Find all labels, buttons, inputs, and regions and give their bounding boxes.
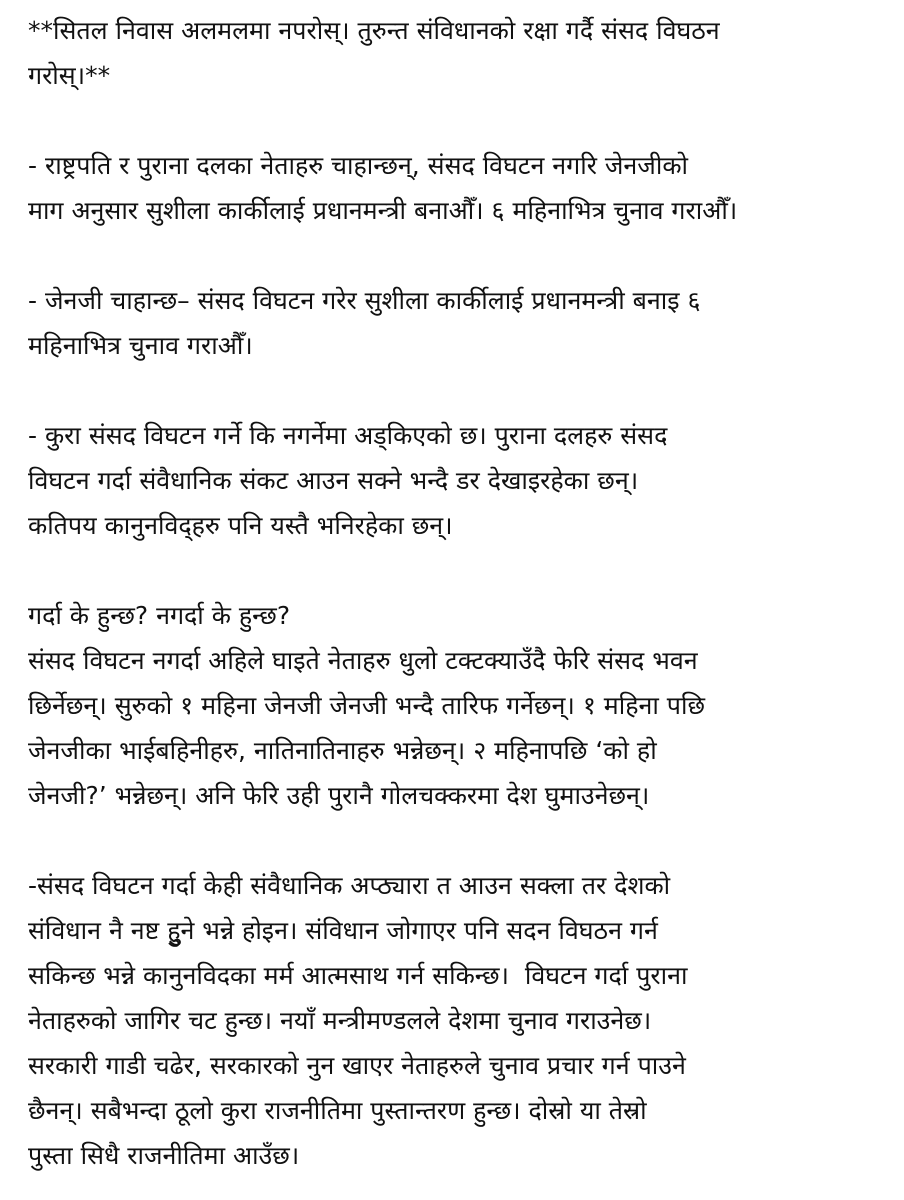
document-body [28,8,888,1178]
paragraph-if-dissolved: -संसद विघटन गर्दा केही संवैधानिक अप्ठ्यारा त आउन सक्ला तर देशको संविधान नै नष्ट हुुने भन्ने होइन। संविधान जोगाएर पनि सदन विघठन गर्न सकिन्छ भन्ने कानुनविदका मर्म आत्मसाथ गर्न सकिन्छ। विघटन गर्दा पुराना नेताहरुको जागिर चट हुन्छ। नयाँ मन्त्रीमण्डलले देशमा चुनाव गराउनेछ। सरकारी गाडी चढेर, सरकारको नुन खाएर नेताहरुले चुनाव प्रचार गर्न पाउने छैनन्। सबैभन्दा ठूलाे कुरा राजनीतिमा पुस्तान्तरण हुन्छ। दाेस्राे या तेस्राे पुस्ता सिधै राजनीतिमा आउँछ। [28,871,688,1170]
paragraph-dissolution-debate: - कुरा संसद विघटन गर्ने कि नगर्नेमा अड्किएको छ। पुराना दलहरु संसद विघटन गर्दा संवैधानिक संकट आउन सक्ने भन्दै डर देखाइरहेका छन्। कतिपय कानुनविद्हरु पनि यस्तै भनिरहेका छन्। [28,421,668,540]
question-heading: गर्दा के हुन्छ? नगर्दा के हुन्छ? [28,601,291,630]
paragraph-genz-wants: - जेनजी चाहान्छ– संसद विघटन गरेर सुशीला कार्कीलाई प्रधानमन्त्री बनाइ ६ महिनाभित्र चुनाव गराऔँ। [28,286,701,360]
paragraph-president-parties: - राष्ट्रपति र पुराना दलका नेताहरु चाहान्छन्, संसद विघटन नगरि जेनजीको माग अनुसार सुशीला कार्कीलाई प्रधानमन्त्री बनाऔँ। ६ महिनाभित्र चुनाव गराऔँ। [28,151,738,225]
headline-paragraph: **सितल निवास अलमलमा नपरोस्। तुरुन्त संविधानको रक्षा गर्दै संसद विघठन गरोस्।** [28,16,720,90]
paragraph-if-not-dissolved: संसद विघटन नगर्दा अहिले घाइते नेताहरु धुलो टक्टक्याउँदै फेरि संसद भवन छिर्नेछन्। सुरुको १ महिना जेनजी जेनजी भन्दै तारिफ गर्नेछन्। १ महिना पछि जेनजीका भाईबहिनीहरु, नातिनातिनाहरु भन्नेछन्। २ महिनापछि ‘को हो जेनजी?’ भन्नेछन्। अनि फेरि उही पुरानै गोलचक्करमा देश घुमाउनेछन्। [28,646,705,810]
